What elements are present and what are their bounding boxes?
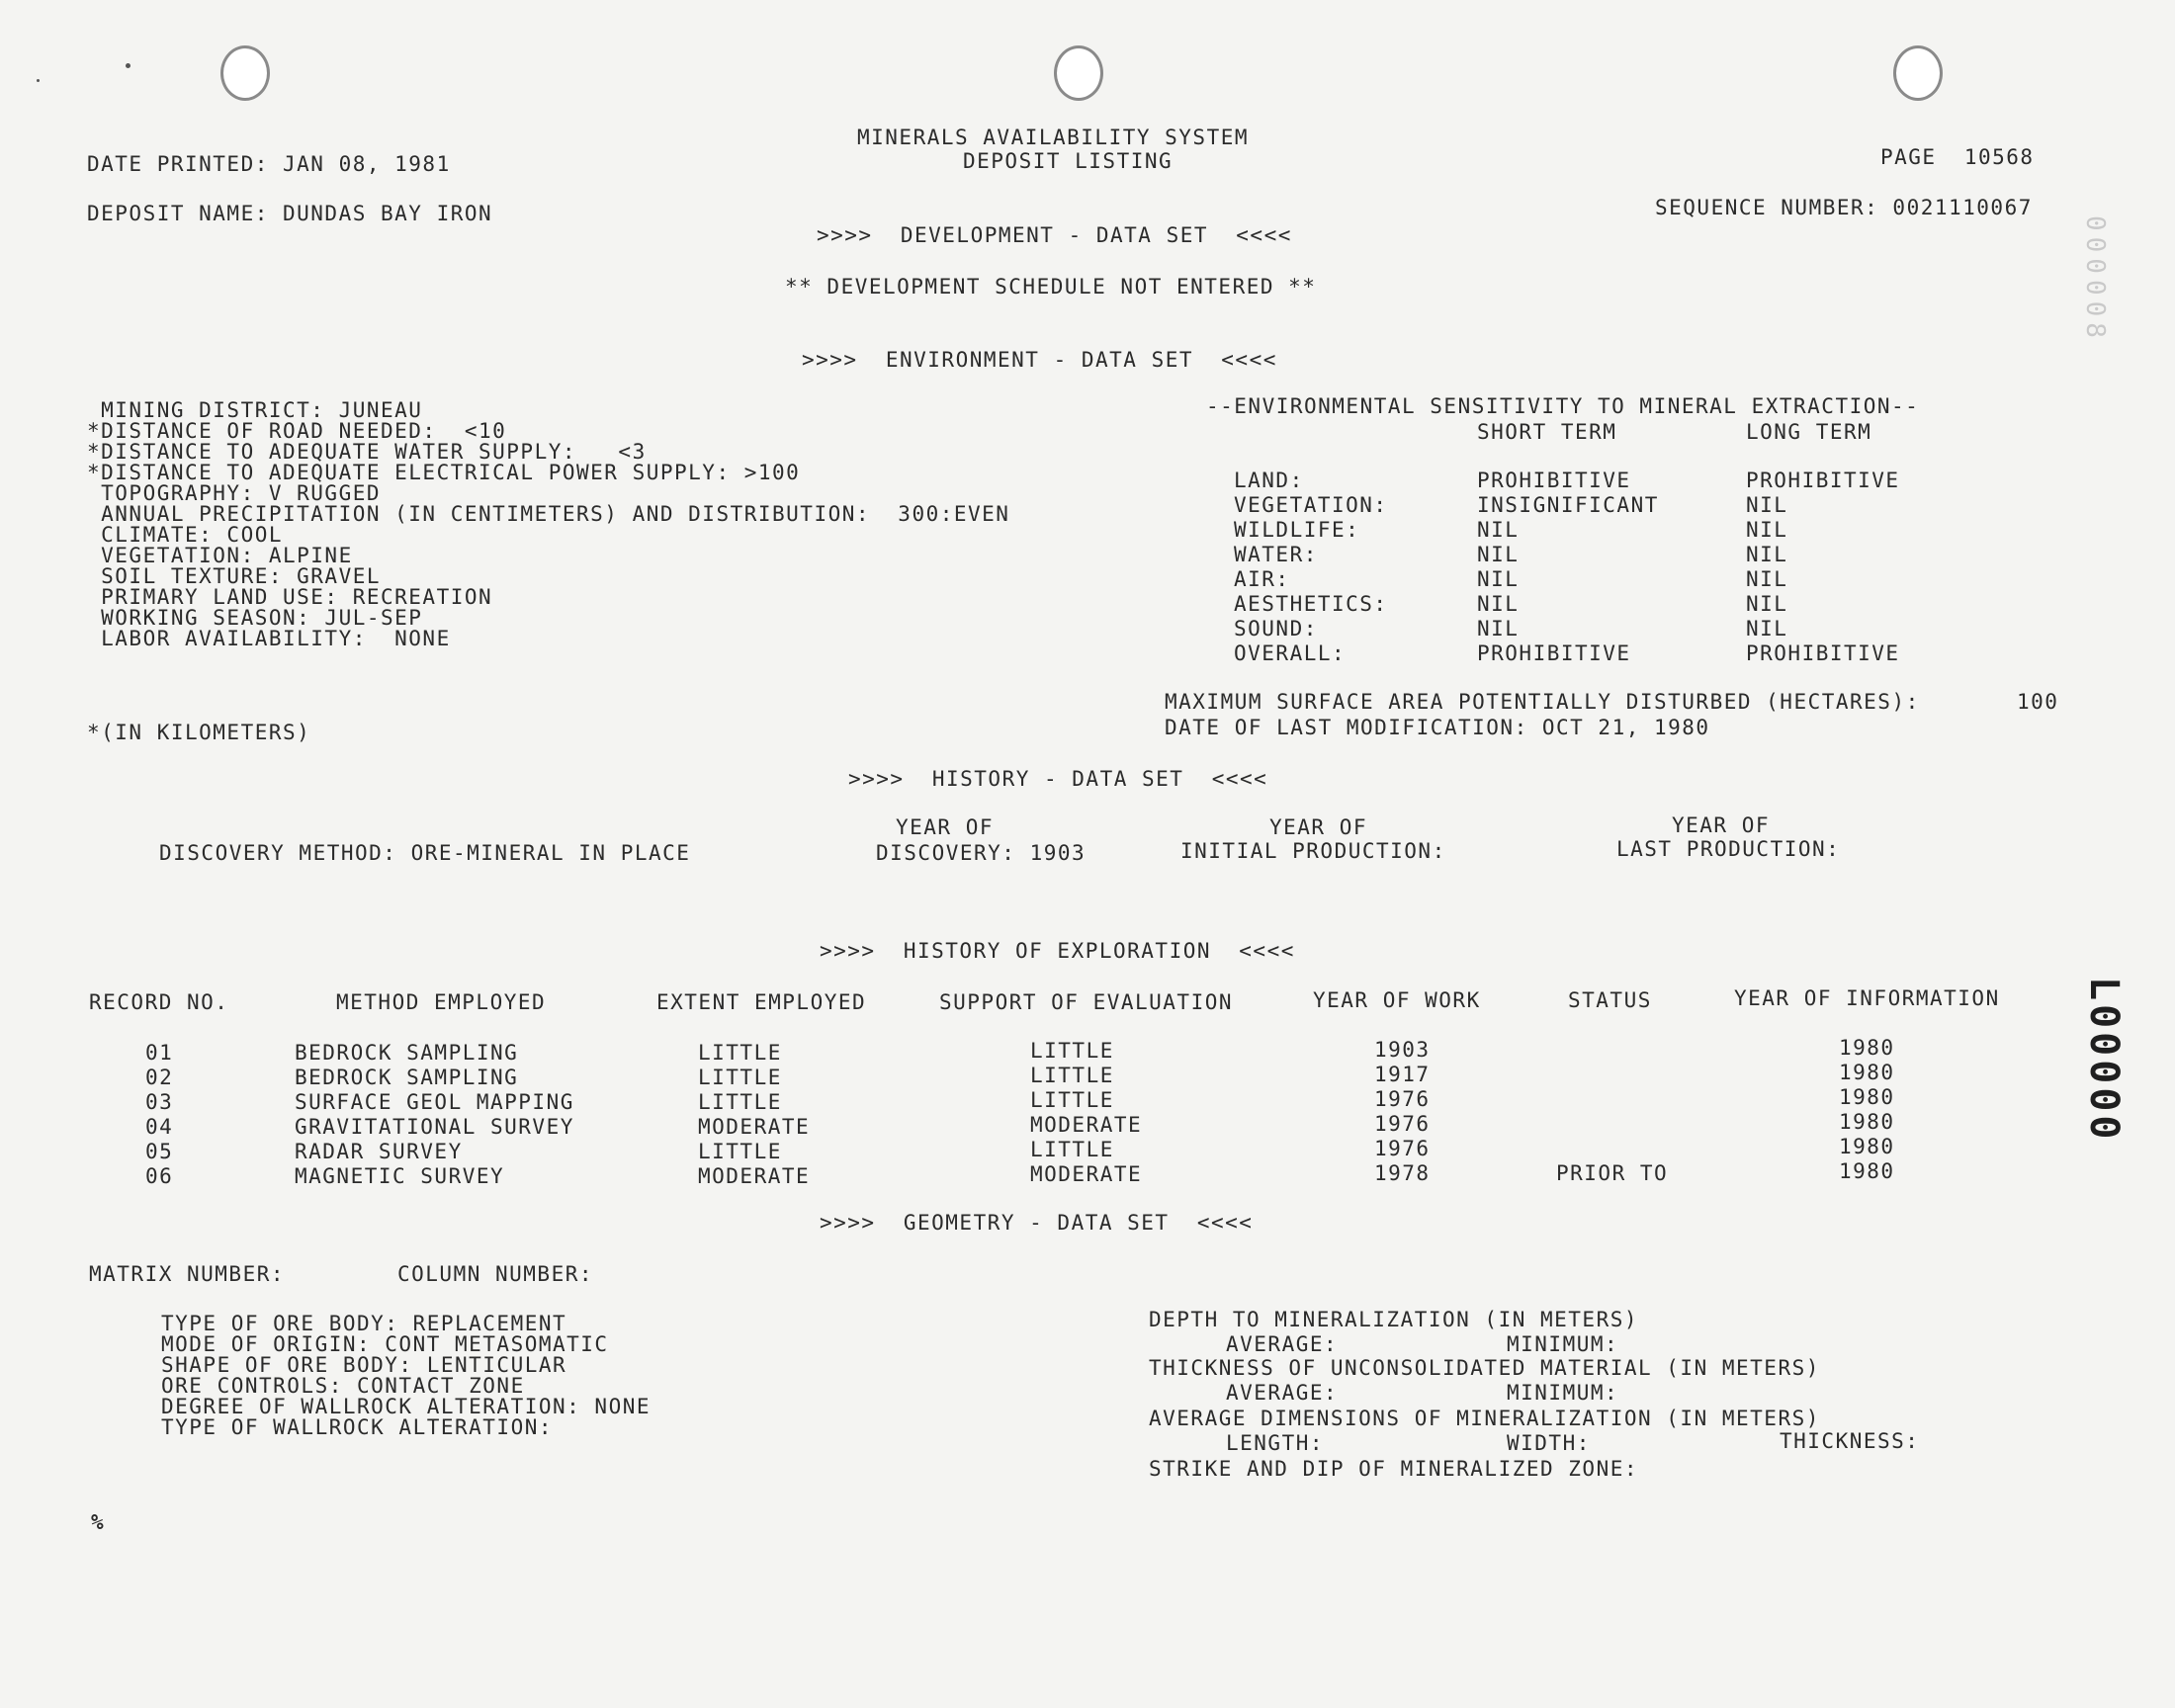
development-heading: >>>> DEVELOPMENT - DATA SET <<<< — [817, 223, 1292, 247]
sensitivity-short: NIL — [1477, 543, 1520, 566]
thickness-average: AVERAGE: — [1226, 1381, 1339, 1405]
speck — [37, 79, 40, 82]
dimensions-title: AVERAGE DIMENSIONS OF MINERALIZATION (IN METERS) — [1149, 1407, 1820, 1430]
environment-details — [87, 400, 1009, 649]
sensitivity-col-short: SHORT TERM — [1477, 420, 1617, 444]
cell-status: PRIOR TO — [1556, 1161, 1669, 1185]
page-stamp: L00000 — [2081, 977, 2127, 1144]
cell-record: 03 — [145, 1090, 174, 1114]
sensitivity-long: PROHIBITIVE — [1746, 469, 1900, 492]
sensitivity-long: PROHIBITIVE — [1746, 641, 1900, 665]
geometry-heading: >>>> GEOMETRY - DATA SET <<<< — [820, 1211, 1254, 1235]
sensitivity-long: NIL — [1746, 518, 1788, 542]
cell-year-info: 1980 — [1839, 1036, 1895, 1060]
cell-extent: LITTLE — [698, 1041, 782, 1065]
cell-year-info: 1980 — [1839, 1135, 1895, 1158]
env-working-season: WORKING SEASON: JUL-SEP — [87, 606, 423, 630]
dimension-length: LENGTH: — [1226, 1431, 1325, 1455]
cell-record: 02 — [145, 1066, 174, 1089]
env-topography: TOPOGRAPHY: V RUGGED — [87, 481, 382, 505]
sensitivity-label: AIR: — [1234, 567, 1290, 591]
sensitivity-label: WATER: — [1234, 543, 1318, 566]
depth-minimum: MINIMUM: — [1507, 1332, 1619, 1356]
cell-year-info: 1980 — [1839, 1085, 1895, 1109]
depth-title: DEPTH TO MINERALIZATION (IN METERS) — [1149, 1308, 1639, 1331]
thickness-title: THICKNESS OF UNCONSOLIDATED MATERIAL (IN METERS) — [1149, 1356, 1820, 1380]
sensitivity-col-long: LONG TERM — [1746, 420, 1872, 444]
speck — [126, 63, 130, 68]
cell-year-work: 1976 — [1374, 1137, 1431, 1160]
cell-method: GRAVITATIONAL SURVEY — [295, 1115, 574, 1139]
cell-extent: LITTLE — [698, 1140, 782, 1163]
year-of-label: YEAR OF — [896, 815, 995, 839]
col-extent-employed: EXTENT EMPLOYED — [656, 990, 867, 1014]
max-area-label: MAXIMUM SURFACE AREA POTENTIALLY DISTURBED (HECTARES): — [1165, 690, 1920, 714]
last-modification: DATE OF LAST MODIFICATION: OCT 21, 1980 — [1165, 716, 1710, 739]
history-heading: >>>> HISTORY - DATA SET <<<< — [848, 767, 1268, 791]
env-road-distance: *DISTANCE OF ROAD NEEDED: <10 — [87, 419, 507, 443]
year-of-label: YEAR OF — [1672, 813, 1771, 837]
punch-hole-left — [220, 45, 270, 101]
env-labor: LABOR AVAILABILITY: NONE — [87, 627, 451, 650]
sensitivity-short: PROHIBITIVE — [1477, 469, 1631, 492]
cell-record: 04 — [145, 1115, 174, 1139]
matrix-number: MATRIX NUMBER: — [89, 1262, 286, 1286]
env-water-distance: *DISTANCE TO ADEQUATE WATER SUPPLY: <3 — [87, 440, 647, 464]
sensitivity-short: NIL — [1477, 518, 1520, 542]
cell-year-work: 1903 — [1374, 1038, 1431, 1062]
max-area-value: 100 — [2017, 690, 2059, 714]
env-vegetation: VEGETATION: ALPINE — [87, 544, 353, 567]
cell-year-work: 1976 — [1374, 1112, 1431, 1136]
distance-footnote: *(IN KILOMETERS) — [87, 721, 311, 744]
col-year-of-work: YEAR OF WORK — [1313, 988, 1481, 1012]
geo-wallrock-degree: DEGREE OF WALLROCK ALTERATION: NONE — [161, 1395, 652, 1418]
year-of-label: YEAR OF — [1269, 815, 1368, 839]
geo-ore-body-type: TYPE OF ORE BODY: REPLACEMENT — [161, 1312, 567, 1335]
cell-method: RADAR SURVEY — [295, 1140, 463, 1163]
discovery-method: DISCOVERY METHOD: ORE-MINERAL IN PLACE — [159, 841, 691, 865]
sensitivity-short: NIL — [1477, 592, 1520, 616]
cell-method: SURFACE GEOL MAPPING — [295, 1090, 574, 1114]
date-printed: DATE PRINTED: JAN 08, 1981 — [87, 152, 451, 176]
geo-mode-of-origin: MODE OF ORIGIN: CONT METASOMATIC — [161, 1332, 609, 1356]
cell-year-work: 1978 — [1374, 1161, 1431, 1185]
sensitivity-short: INSIGNIFICANT — [1477, 493, 1659, 517]
cell-year-info: 1980 — [1839, 1110, 1895, 1134]
page-number: PAGE 10568 — [1880, 145, 2035, 169]
cell-extent: LITTLE — [698, 1066, 782, 1089]
cell-year-work: 1917 — [1374, 1063, 1431, 1086]
sensitivity-long: NIL — [1746, 493, 1788, 517]
thickness-minimum: MINIMUM: — [1507, 1381, 1619, 1405]
cell-extent: LITTLE — [698, 1090, 782, 1114]
col-method-employed: METHOD EMPLOYED — [336, 990, 547, 1014]
footer-mark: % — [91, 1510, 106, 1534]
sensitivity-title: --ENVIRONMENTAL SENSITIVITY TO MINERAL EXTRACTION-- — [1206, 394, 1920, 418]
strike-dip: STRIKE AND DIP OF MINERALIZED ZONE: — [1149, 1457, 1639, 1481]
cell-support: LITTLE — [1030, 1138, 1114, 1161]
cell-extent: MODERATE — [698, 1115, 811, 1139]
report-subtitle: DEPOSIT LISTING — [963, 149, 1174, 173]
cell-extent: MODERATE — [698, 1164, 811, 1188]
geo-ore-body-shape: SHAPE OF ORE BODY: LENTICULAR — [161, 1353, 567, 1377]
cell-support: LITTLE — [1030, 1088, 1114, 1112]
cell-method: MAGNETIC SURVEY — [295, 1164, 505, 1188]
cell-record: 06 — [145, 1164, 174, 1188]
cell-record: 05 — [145, 1140, 174, 1163]
cell-support: MODERATE — [1030, 1113, 1143, 1137]
sequence-number: SEQUENCE NUMBER: 0021110067 — [1655, 196, 2033, 219]
environment-heading: >>>> ENVIRONMENT - DATA SET <<<< — [802, 348, 1277, 372]
sensitivity-long: NIL — [1746, 543, 1788, 566]
dimension-width: WIDTH: — [1507, 1431, 1591, 1455]
cell-method: BEDROCK SAMPLING — [295, 1066, 519, 1089]
punch-hole-right — [1893, 45, 1943, 101]
cell-year-info: 1980 — [1839, 1159, 1895, 1183]
sensitivity-label: WILDLIFE: — [1234, 518, 1360, 542]
env-power-distance: *DISTANCE TO ADEQUATE ELECTRICAL POWER SUPPLY: >100 — [87, 461, 801, 484]
cell-year-info: 1980 — [1839, 1061, 1895, 1084]
faded-page-stamp: 000008 — [2080, 215, 2110, 344]
cell-record: 01 — [145, 1041, 174, 1065]
sensitivity-label: OVERALL: — [1234, 641, 1347, 665]
env-climate: CLIMATE: COOL — [87, 523, 284, 547]
env-mining-district: MINING DISTRICT: JUNEAU — [87, 398, 423, 422]
punch-hole-center — [1054, 45, 1103, 101]
geo-ore-controls: ORE CONTROLS: CONTACT ZONE — [161, 1374, 525, 1398]
col-support-evaluation: SUPPORT OF EVALUATION — [939, 990, 1234, 1014]
sensitivity-long: NIL — [1746, 617, 1788, 640]
cell-support: LITTLE — [1030, 1064, 1114, 1087]
col-status: STATUS — [1568, 988, 1652, 1012]
last-production: LAST PRODUCTION: — [1616, 837, 1841, 861]
cell-method: BEDROCK SAMPLING — [295, 1041, 519, 1065]
sensitivity-long: NIL — [1746, 592, 1788, 616]
sensitivity-short: PROHIBITIVE — [1477, 641, 1631, 665]
exploration-heading: >>>> HISTORY OF EXPLORATION <<<< — [820, 939, 1295, 963]
env-land-use: PRIMARY LAND USE: RECREATION — [87, 585, 493, 609]
env-soil-texture: SOIL TEXTURE: GRAVEL — [87, 564, 382, 588]
cell-support: MODERATE — [1030, 1162, 1143, 1186]
depth-average: AVERAGE: — [1226, 1332, 1339, 1356]
col-record-no: RECORD NO. — [89, 990, 229, 1014]
geometry-details — [161, 1314, 651, 1438]
sensitivity-label: SOUND: — [1234, 617, 1318, 640]
sensitivity-short: NIL — [1477, 567, 1520, 591]
env-precipitation: ANNUAL PRECIPITATION (IN CENTIMETERS) AND DISTRIBUTION: 300:EVEN — [87, 502, 1010, 526]
initial-production: INITIAL PRODUCTION: — [1180, 839, 1446, 863]
col-year-of-information: YEAR OF INFORMATION — [1734, 986, 2000, 1010]
discovery-year: DISCOVERY: 1903 — [876, 841, 1087, 865]
sensitivity-label: VEGETATION: — [1234, 493, 1388, 517]
cell-support: LITTLE — [1030, 1039, 1114, 1063]
geo-wallrock-type: TYPE OF WALLROCK ALTERATION: — [161, 1415, 554, 1439]
sensitivity-label: AESTHETICS: — [1234, 592, 1388, 616]
development-note: ** DEVELOPMENT SCHEDULE NOT ENTERED ** — [785, 275, 1317, 299]
column-number: COLUMN NUMBER: — [397, 1262, 594, 1286]
deposit-name: DEPOSIT NAME: DUNDAS BAY IRON — [87, 202, 493, 225]
dimension-thickness: THICKNESS: — [1780, 1429, 1920, 1453]
sensitivity-long: NIL — [1746, 567, 1788, 591]
sensitivity-label: LAND: — [1234, 469, 1304, 492]
report-title: MINERALS AVAILABILITY SYSTEM — [857, 126, 1250, 149]
sensitivity-short: NIL — [1477, 617, 1520, 640]
cell-year-work: 1976 — [1374, 1087, 1431, 1111]
